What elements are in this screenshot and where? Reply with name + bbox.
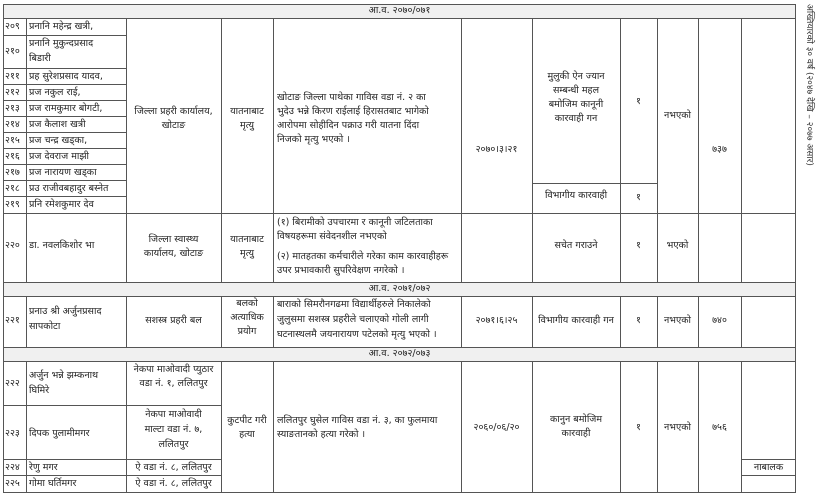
person-name: प्रनि रमेशकुमार देव (29, 199, 94, 210)
reason-cell: यातनाबाट (230, 106, 264, 117)
row-number: २१९ (5, 199, 20, 210)
office-cell: सशस्त्र प्रहरी बल (145, 315, 202, 326)
action-cell: सचेत गराउने (554, 240, 598, 251)
reason-cell: हत्या (239, 429, 255, 440)
reason-cell: यातनाबाट (230, 234, 264, 245)
row-number: २१३ (5, 103, 20, 114)
serial-cell: ७५६ (712, 422, 727, 433)
person-name-cont: सापकोटा (29, 321, 61, 332)
row-number: २२० (5, 240, 20, 251)
person-name: डा. नवलकिशोर भा (29, 240, 95, 251)
office-cell: खोटाङ (161, 120, 186, 131)
serial-cell: ७४० (712, 315, 727, 326)
action-cell: बमोजिम कानूनी (548, 99, 604, 110)
row-number: २२४ (5, 462, 20, 473)
side-margin-note (806, 4, 818, 204)
row-number: २१० (5, 46, 20, 57)
action-cell: मुलुकी ऐन ज्यान (547, 71, 605, 82)
person-name: अर्जुन भन्ने झम्कनाथ (29, 370, 99, 381)
office-cell: माल्टा वडा नं. ७, (144, 424, 203, 435)
action-cell: विभागीय कारवाही (544, 190, 608, 201)
row-number: २२२ (5, 378, 20, 389)
count-cell: १ (636, 422, 641, 433)
person-name-cont: घिमिरे (29, 385, 50, 396)
description-cell: खोटाङ जिल्ला पाथेका गाविस वडा नं. २ का (277, 92, 426, 103)
person-name-cont: बिडारी (29, 53, 51, 64)
person-name: प्रनानि मुकुन्दप्रसाद (29, 38, 94, 49)
reason-cell: कुटपीट गरी (227, 415, 267, 426)
row-number: २२५ (5, 478, 20, 489)
office-cell: जिल्ला प्रहरी कार्यालय, (134, 106, 213, 117)
row-number: २०९ (5, 21, 20, 32)
description-cell: स्याङतानको हत्या गरेको । (277, 429, 366, 440)
row-number: २२१ (5, 315, 20, 326)
reason-cell: प्रयोग (237, 326, 257, 337)
row-number: २१६ (5, 151, 20, 162)
description-cell: (१) बिरामीको उपचारमा र कानूनी जटिलताका (277, 217, 433, 228)
note-cell: नाबालक (753, 462, 784, 473)
office-cell: ऐ वडा नं. ८, ललितपुर (135, 462, 212, 473)
person-name: प्रज चन्द्र खड्का, (29, 135, 88, 146)
person-name: दिपक पुलामीमगर (29, 428, 90, 439)
person-name: प्रज कैलाश खत्री (29, 119, 86, 130)
description-cell: उपर प्रभावकारी सुपरिवेक्षण नगरेको । (277, 265, 405, 276)
description-cell: जुलुसमा सशस्त्र प्रहरीले चलाएको गोली लागी (277, 314, 429, 325)
description-cell: भुदेउ भन्ने किरण राईलाई हिरासतबाट भागेको (277, 106, 429, 117)
reason-cell: मृत्यु (240, 120, 254, 131)
description-cell: (२) मातहतका कर्मचारीले गरेका काम कारवाहीहरू (277, 251, 449, 262)
action-cell: कानुन बमोजिम (549, 414, 603, 425)
side-note-text: अख्तियारको ३० वर्ष (२०४७ देखि – २०७७ असार) (804, 4, 814, 166)
section-header-2072: आ.व. २०७२/०७३ (368, 348, 431, 359)
row-number: २१४ (5, 119, 20, 130)
person-name: प्रज नकुल राई, (29, 87, 81, 98)
person-name: प्रनानि महेन्द्र खत्री, (29, 21, 94, 32)
row-number: २११ (5, 71, 20, 82)
reason-cell: मृत्यु (240, 248, 254, 259)
person-name: रेणु मगर (29, 462, 58, 473)
status-cell: नभएको (664, 315, 691, 326)
person-name: प्रउ राजीवबहादुर बस्नेत (29, 183, 109, 194)
office-cell: जिल्ला स्वास्थ्य (148, 234, 199, 245)
office-cell: ऐ वडा नं. ८, ललितपुर (135, 478, 212, 489)
person-name: प्रज नारायण खड्का (29, 167, 97, 178)
action-cell: कारवाही गन (554, 113, 598, 124)
row-number: २१७ (5, 167, 20, 178)
person-name: गोमा घर्तिमगर (29, 478, 77, 489)
section-header-2070: आ.व. २०७०/०७१ (368, 5, 431, 16)
office-cell: वडा नं. १, ललितपुर (139, 378, 208, 389)
person-name: प्रज रामकुमार बोगटी, (29, 103, 103, 114)
reason-cell: बलको (236, 298, 258, 309)
count-cell: १ (636, 192, 641, 203)
person-name: प्रज देवराज माझी (29, 151, 89, 162)
row-number: २१८ (5, 183, 20, 194)
action-cell: विभागीय कारवाही गन (538, 315, 614, 326)
person-name: प्रह सुरेशप्रसाद यादव, (29, 71, 103, 82)
count-cell: १ (636, 96, 641, 107)
reason-cell: अत्याधिक (230, 312, 264, 323)
description-cell: आरोपमा सोहीदिन पक्राउ गरी यातना दिंदा (277, 120, 420, 131)
office-cell: नेकपा माओवादी (145, 409, 202, 420)
count-cell: १ (636, 240, 641, 251)
description-cell: घटनास्थलमै जयनारायण पटेलको मृत्यु भएको । (277, 329, 437, 340)
description-cell: बाराको सिमरौनगढमा विद्यार्थीहरुले निकालेको (277, 299, 431, 310)
date-cell: २०७१।६।२५ (475, 315, 518, 326)
description-cell: ललितपुर घुसेल गाविस वडा नं. ३, का फुलमाया (277, 415, 438, 426)
action-cell: सम्बन्धी महल (552, 85, 600, 96)
serial-cell: ७३७ (712, 144, 727, 155)
person-name: प्रनाउ श्री अर्जुनप्रसाद (29, 306, 102, 317)
status-cell: नभएको (664, 110, 691, 121)
row-number: २१२ (5, 87, 20, 98)
date-cell: २०६०/०६/२० (473, 422, 520, 433)
office-cell: नेकपा माओवादी प्युठार (133, 364, 214, 375)
row-number: २१५ (5, 135, 20, 146)
row-number: २२३ (5, 428, 20, 439)
count-cell: १ (636, 315, 641, 326)
status-cell: भएको (666, 240, 689, 251)
date-cell: २०७०।३।२१ (475, 144, 518, 155)
status-cell: नभएको (664, 422, 691, 433)
office-cell: ललितपुर (158, 439, 189, 450)
office-cell: कार्यालय, खोटाङ (143, 248, 204, 259)
action-cell: कारवाही (561, 428, 591, 439)
description-cell: निजको मृत्यु भएको । (277, 134, 350, 145)
description-cell: विषयहरूमा संवेदनशील नभएको (277, 231, 387, 242)
section-header-2071: आ.व. २०७१/०७२ (368, 283, 431, 294)
